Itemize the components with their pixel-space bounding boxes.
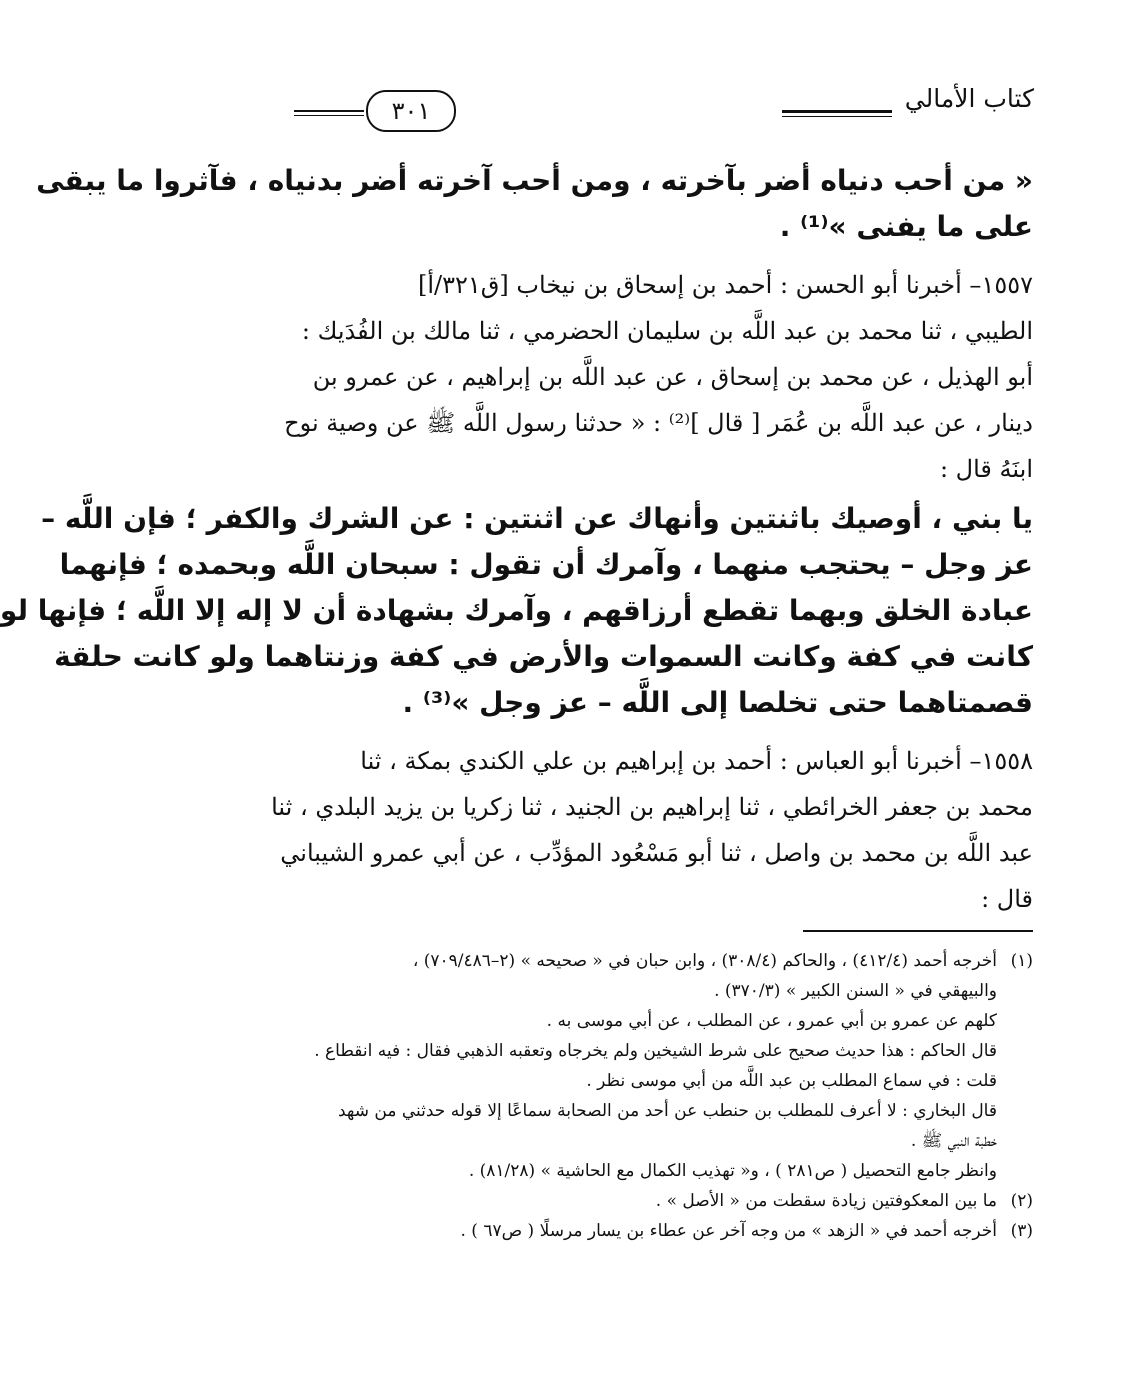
hadith-continuation [36, 158, 1033, 250]
text-line: دينار ، عن عبد اللَّه بن عُمَر [ قال ]⁽²⁾ : « حدثنا رسول اللَّه ﷺ عن وصية نوح [284, 409, 1033, 437]
footnote-text: أخرجه أحمد في « الزهد » من وجه آخر عن عطاء بن يسار مرسلًا ( ص٦٧ ) . [460, 1221, 997, 1241]
footnote-separator [803, 930, 1033, 932]
header-rule-left-thin [294, 115, 364, 116]
footnote-3 [283, 1216, 1033, 1246]
entry-1557-isnad [284, 262, 1033, 492]
footnote-text: وانظر جامع التحصيل ( ص٢٨١ ) ، و« تهذيب الكمال مع الحاشية » (٨١/٢٨) . [468, 1161, 997, 1181]
footnote-text: ما بين المعكوفتين زيادة سقطت من « الأصل » . [655, 1191, 997, 1211]
text-line: ١٥٥٨– أخبرنا أبو العباس : أحمد بن إبراهيم بن علي الكندي بمكة ، ثنا [360, 747, 1033, 775]
footnote-text: والبيهقي في « السنن الكبير » (٣٧٠/٣) . [714, 981, 997, 1001]
footnote-number: (٢) [1010, 1191, 1033, 1211]
footnote-text: كلهم عن عمرو بن أبي عمرو ، عن المطلب ، عن أبي موسى به . [546, 1011, 997, 1031]
page-header [294, 80, 1034, 126]
footnote-number: (٣) [1010, 1221, 1033, 1241]
footnotes [283, 946, 1033, 1246]
text-line: قال : [981, 885, 1033, 913]
text-line: ١٥٥٧– أخبرنا أبو الحسن : أحمد بن إسحاق بن نيخاب [ق٣٢١/أ] [418, 271, 1033, 299]
text-line: « من أحب دنياه أضر بآخرته ، ومن أحب آخرته أضر بدنياه ، فآثروا ما يبقى [36, 164, 1033, 197]
text-line: الطيبي ، ثنا محمد بن عبد اللَّه بن سليمان الحضرمي ، ثنا مالك بن الفُدَيك : [301, 317, 1033, 345]
text-line: قصمتاهما حتى تخلصا إلى اللَّه – عز وجل »⁽³⁾ . [402, 686, 1033, 719]
text-line: محمد بن جعفر الخرائطي ، ثنا إبراهيم بن الجنيد ، ثنا زكريا بن يزيد البلدي ، ثنا [271, 793, 1033, 821]
page-number: ٣٠١ [366, 90, 456, 132]
footnote-text: قال البخاري : لا أعرف للمطلب بن حنطب عن أحد من الصحابة سماعًا إلا قوله حدثني من شهد [337, 1101, 997, 1121]
header-rule-left [294, 110, 364, 112]
text-line: عز وجل – يحتجب منهما ، وآمرك أن تقول : سبحان اللَّه وبحمده ؛ فإنهما [59, 548, 1033, 581]
footnote-1 [283, 946, 1033, 1186]
text-line: ابنَهُ قال : [939, 455, 1033, 483]
footnote-number: (١) [1010, 951, 1033, 971]
footnote-text: خطبة النبي ﷺ . [910, 1131, 997, 1151]
header-rule [782, 110, 892, 113]
header-rule-thin [782, 116, 892, 117]
text-line: على ما يفنى »⁽¹⁾ . [779, 210, 1033, 243]
text-line: عبد اللَّه بن محمد بن واصل ، ثنا أبو مَسْعُود المؤدِّب ، عن أبي عمرو الشيباني [280, 839, 1033, 867]
footnote-2 [283, 1186, 1033, 1216]
text-line: يا بني ، أوصيك باثنتين وأنهاك عن اثنتين : عن الشرك والكفر ؛ فإن اللَّه – [41, 502, 1033, 535]
text-line: كانت في كفة وكانت السموات والأرض في كفة وزنتاهما ولو كانت حلقة [54, 640, 1033, 673]
book-title: كتاب الأمالي [904, 84, 1034, 113]
text-line: أبو الهذيل ، عن محمد بن إسحاق ، عن عبد اللَّه بن إبراهيم ، عن عمرو بن [312, 363, 1033, 391]
footnote-text: قلت : في سماع المطلب بن عبد اللَّه من أبي موسى نظر . [586, 1071, 997, 1091]
hadith-1557-matn [0, 496, 1033, 726]
entry-1558-isnad [271, 738, 1033, 922]
footnote-text: أخرجه أحمد (٤١٢/٤) ، والحاكم (٣٠٨/٤) ، وابن حبان في « صحيحه » (٢–٧٠٩/٤٨٦) ، [412, 951, 997, 971]
text-line: عبادة الخلق وبهما تقطع أرزاقهم ، وآمرك بشهادة أن لا إله إلا اللَّه ؛ فإنها لو [0, 594, 1033, 627]
footnote-text: قال الحاكم : هذا حديث صحيح على شرط الشيخين ولم يخرجاه وتعقبه الذهبي فقال : فيه انقطاع . [314, 1041, 997, 1061]
